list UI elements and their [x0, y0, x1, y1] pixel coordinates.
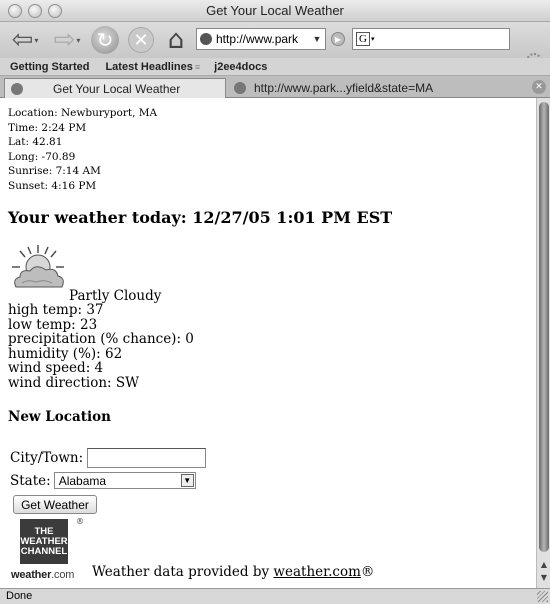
- precipitation: precipitation (% chance): 0: [8, 331, 194, 347]
- url-bar[interactable]: [196, 28, 326, 50]
- time-text: Time: 2:24 PM: [8, 121, 87, 134]
- sunset-text: Sunset: 4:16 PM: [8, 179, 97, 192]
- tab-label: http://www.park...yfield&state=MA: [254, 81, 434, 95]
- weather-channel-logo[interactable]: [20, 519, 68, 564]
- home-button[interactable]: [161, 25, 191, 55]
- bookmark-label: Latest Headlines: [105, 60, 193, 73]
- logo-line: WEATHER: [20, 535, 68, 547]
- forward-button[interactable]: [48, 25, 86, 55]
- city-label: City/Town:: [10, 450, 84, 466]
- attribution-text: Weather data provided by: [92, 564, 274, 580]
- page-content: [0, 98, 536, 588]
- url-history-dropdown-icon[interactable]: ▼: [312, 34, 322, 44]
- vertical-scrollbar[interactable]: [536, 98, 550, 588]
- city-input[interactable]: [87, 448, 206, 468]
- wind-direction: wind direction: SW: [8, 374, 139, 391]
- attribution-suffix: ®: [360, 564, 375, 580]
- go-button[interactable]: ▶: [331, 32, 345, 46]
- weather-details: [8, 303, 194, 390]
- url-text[interactable]: http://www.park: [216, 32, 299, 46]
- stop-button[interactable]: [126, 25, 156, 55]
- status-bar: [0, 588, 550, 604]
- close-tab-icon[interactable]: ✕: [532, 80, 546, 94]
- registered-mark: ®: [76, 517, 84, 526]
- state-selected-value: Alabama: [58, 473, 107, 488]
- stop-icon: ✕: [128, 27, 154, 53]
- rss-feed-icon: ≡: [194, 61, 201, 72]
- chevron-down-icon[interactable]: ▾: [371, 35, 375, 43]
- bookmark-j2ee4docs[interactable]: j2ee4docs: [214, 60, 268, 73]
- chevron-down-icon: ▾: [34, 35, 39, 45]
- tab-bar: [0, 76, 550, 98]
- partly-cloudy-icon: [8, 243, 68, 295]
- weather-condition: Partly Cloudy: [69, 288, 162, 304]
- weather-heading: Your weather today: 12/27/05 1:01 PM EST: [8, 208, 393, 227]
- page-icon: [234, 82, 246, 94]
- back-arrow-icon: ⇦: [11, 25, 34, 55]
- search-input[interactable]: [352, 28, 510, 50]
- logo-line: CHANNEL: [20, 545, 68, 557]
- scroll-down-arrow-icon[interactable]: ▼: [540, 573, 548, 582]
- reload-icon: ↻: [91, 26, 119, 54]
- weather-com-logo[interactable]: [11, 569, 74, 581]
- logo-word: weather: [11, 569, 52, 581]
- location-text: Location: Newburyport, MA: [8, 107, 158, 119]
- site-globe-icon: [200, 33, 212, 45]
- state-label: State:: [10, 472, 51, 489]
- bookmark-getting-started[interactable]: Getting Started: [10, 60, 90, 73]
- chevron-down-icon[interactable]: ▼: [181, 474, 194, 487]
- weather-com-link[interactable]: weather.com: [273, 564, 361, 580]
- long-text: Long: -70.89: [8, 150, 76, 163]
- tab-label: Get Your Local Weather: [53, 81, 181, 96]
- bookmark-latest-headlines[interactable]: [105, 61, 200, 73]
- get-weather-button[interactable]: Get Weather: [13, 495, 97, 514]
- window-title: Get Your Local Weather: [206, 3, 344, 18]
- high-temp: high temp: 37: [8, 302, 104, 318]
- low-temp: low temp: 23: [8, 316, 98, 333]
- back-button[interactable]: [6, 25, 44, 55]
- logo-line: THE: [34, 525, 54, 537]
- window-title-bar: [0, 0, 550, 22]
- data-attribution: [92, 564, 374, 580]
- home-icon: ⌂: [167, 25, 185, 55]
- tab-park-url[interactable]: [228, 78, 528, 98]
- navigation-toolbar: [0, 22, 550, 58]
- page-icon: [11, 83, 23, 95]
- state-select[interactable]: [54, 472, 196, 489]
- lat-text: Lat: 42.81: [8, 136, 63, 148]
- bookmarks-bar: [0, 58, 550, 76]
- status-text: Done: [6, 590, 33, 602]
- tab-get-your-local-weather[interactable]: [4, 78, 226, 98]
- search-engine-icon[interactable]: G: [356, 32, 370, 46]
- state-row: [10, 472, 196, 489]
- new-location-heading: New Location: [8, 409, 111, 425]
- chevron-down-icon: ▾: [76, 35, 81, 45]
- logo-suffix: .com: [51, 569, 75, 581]
- wind-speed: wind speed: 4: [8, 360, 104, 376]
- location-info: [8, 106, 157, 193]
- resize-grip-icon[interactable]: [537, 591, 548, 602]
- reload-button[interactable]: [90, 25, 120, 55]
- scroll-up-arrow-icon[interactable]: ▲: [540, 560, 548, 569]
- city-row: [10, 448, 206, 468]
- sunrise-text: Sunrise: 7:14 AM: [8, 165, 101, 177]
- humidity: humidity (%): 62: [8, 345, 123, 362]
- scrollbar-thumb[interactable]: [539, 102, 549, 552]
- forward-arrow-icon: ⇨: [53, 25, 76, 55]
